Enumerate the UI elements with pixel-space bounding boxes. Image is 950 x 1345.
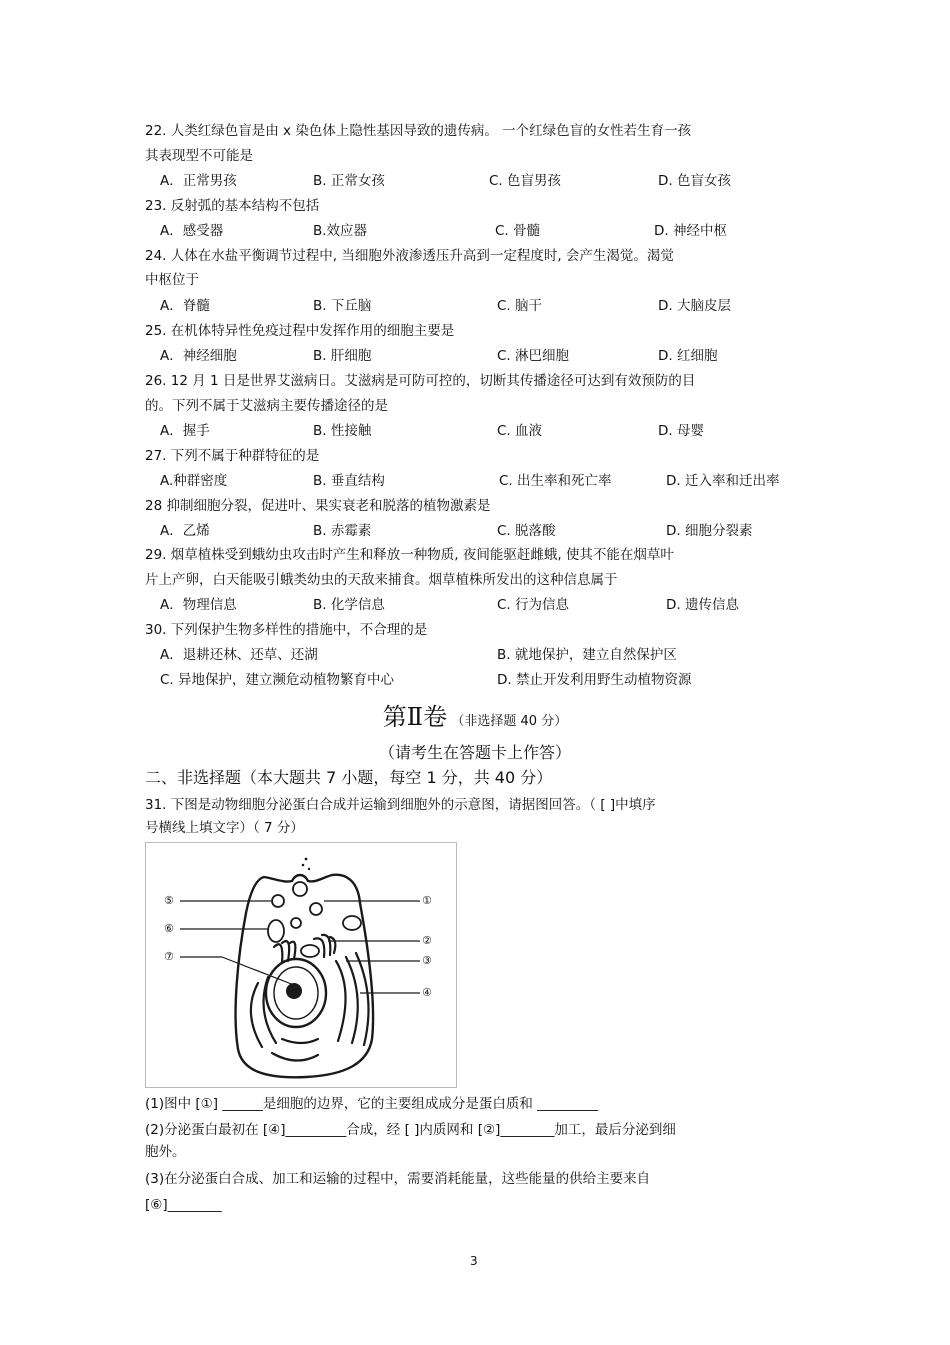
q23-line-1: 23. 反射弧的基本结构不包括 — [145, 198, 320, 214]
q26-line-2: 的。下列不属于艾滋病主要传播途径的是 — [145, 398, 388, 414]
q23-option-b: B.效应器 — [313, 223, 368, 239]
section-2-heading: 二、非选择题（本大题共 7 小题，每空 1 分，共 40 分） — [145, 768, 553, 787]
q22-option-d: D. 色盲女孩 — [658, 173, 731, 189]
q31-sub-1: (1)图中 [①] ______是细胞的边界，它的主要组成成分是蛋白质和 _________ — [145, 1096, 598, 1112]
q29-option-a: A．物理信息 — [160, 597, 237, 613]
q27-option-d: D. 迁入率和迁出率 — [666, 473, 780, 489]
q24-option-c: C. 脑干 — [497, 298, 543, 314]
figure-mark-7: ⑦ — [164, 950, 174, 963]
q25-option-c: C. 淋巴细胞 — [497, 348, 570, 364]
section-2-title-sub: （非选择题 40 分） — [451, 714, 568, 729]
q23-option-d: D. 神经中枢 — [654, 223, 727, 239]
vesicle — [291, 918, 301, 928]
q28-option-a: A．乙烯 — [160, 523, 210, 539]
q28-line-1: 28 抑制细胞分裂，促进叶、果实衰老和脱落的植物激素是 — [145, 498, 491, 514]
q30-option-a: A．退耕还林、还草、还湖 — [160, 647, 318, 663]
vesicle — [272, 895, 284, 907]
q22-option-a: A．正常男孩 — [160, 173, 237, 189]
figure-mark-5: ⑤ — [164, 894, 174, 907]
mitochondrion — [268, 920, 284, 942]
q25-line-1: 25. 在机体特异性免疫过程中发挥作用的细胞主要是 — [145, 323, 455, 339]
q25-option-a: A．神经细胞 — [160, 348, 237, 364]
q31-line-2: 号横线上填文字）（ 7 分） — [145, 820, 304, 836]
q28-option-c: C. 脱落酸 — [497, 523, 556, 539]
q25-option-b: B. 肝细胞 — [313, 348, 372, 364]
q22-option-c: C. 色盲男孩 — [489, 173, 562, 189]
q28-option-b: B. 赤霉素 — [313, 523, 372, 539]
q31-sub-3-cont: [⑥]________ — [145, 1197, 222, 1213]
nucleolus — [286, 983, 302, 999]
q27-option-a: A.种群密度 — [160, 473, 228, 489]
q30-option-b: B. 就地保护，建立自然保护区 — [497, 647, 677, 663]
q24-line-1: 24. 人体在水盐平衡调节过程中, 当细胞外液渗透压升高到一定程度时, 会产生渴觉。渴觉 — [145, 248, 674, 264]
q31-sub-2: (2)分泌蛋白最初在 [④]_________合成，经 [ ]内质网和 [②]________加工，最后分泌到细 — [145, 1122, 676, 1138]
q22-line-2: 其表现型不可能是 — [145, 148, 253, 164]
section-2-note: （请考生在答题卡上作答） — [378, 743, 571, 762]
q31-sub-3: (3)在分泌蛋白合成、加工和运输的过程中，需要消耗能量，这些能量的供给主要来自 — [145, 1171, 651, 1187]
q26-line-1: 26. 12 月 1 日是世界艾滋病日。艾滋病是可防可控的，切断其传播途径可达到有效预防的目 — [145, 373, 696, 389]
q29-option-d: D. 遗传信息 — [666, 597, 739, 613]
figure-mark-4: ④ — [422, 986, 432, 999]
vesicle — [301, 945, 319, 957]
section-2-title — [0, 702, 950, 737]
figure-mark-2: ② — [422, 934, 432, 947]
figure-mark-3: ③ — [422, 954, 432, 967]
q22-line-1: 22. 人类红绿色盲是由 x 染色体上隐性基因导致的遗传病。 一个红绿色盲的女性若生育一孩 — [145, 123, 692, 139]
q31-sub-2-cont: 胞外。 — [145, 1144, 186, 1160]
q30-option-d: D. 禁止开发利用野生动植物资源 — [497, 672, 692, 688]
figure-mark-1: ① — [422, 894, 432, 907]
q22-option-b: B. 正常女孩 — [313, 173, 385, 189]
q24-option-d: D. 大脑皮层 — [658, 298, 731, 314]
q26-option-b: B. 性接触 — [313, 423, 372, 439]
q30-line-1: 30. 下列保护生物多样性的措施中，不合理的是 — [145, 622, 428, 638]
q28-option-d: D. 细胞分裂素 — [666, 523, 753, 539]
vesicle — [310, 903, 322, 915]
q23-option-a: A．感受器 — [160, 223, 224, 239]
q30-option-c: C. 异地保护，建立濒危动植物繁育中心 — [160, 672, 395, 688]
q26-option-c: C. 血液 — [497, 423, 543, 439]
q24-option-a: A．脊髓 — [160, 298, 210, 314]
q29-line-1: 29. 烟草植株受到蛾幼虫攻击时产生和释放一种物质, 夜间能驱赶雌蛾, 使其不能在烟草叶 — [145, 547, 674, 563]
q27-option-b: B. 垂直结构 — [313, 473, 385, 489]
q27-line-1: 27. 下列不属于种群特征的是 — [145, 448, 320, 464]
page-number: 3 — [470, 1254, 478, 1268]
q24-line-2: 中枢位于 — [145, 272, 199, 288]
section-2-title-main: 第Ⅱ卷 — [382, 703, 448, 731]
q26-option-a: A．握手 — [160, 423, 210, 439]
q23-option-c: C. 骨髓 — [495, 223, 541, 239]
q26-option-d: D. 母婴 — [658, 423, 704, 439]
q25-option-d: D. 红细胞 — [658, 348, 718, 364]
cell-diagram-svg — [146, 843, 456, 1087]
mitochondrion — [343, 916, 361, 930]
q29-option-b: B. 化学信息 — [313, 597, 385, 613]
q31-line-1: 31. 下图是动物细胞分泌蛋白合成并运输到细胞外的示意图，请据图回答。（ [ ]中填序 — [145, 797, 656, 813]
q29-line-2: 片上产卵，白天能吸引蛾类幼虫的天敌来捕食。烟草植株所发出的这种信息属于 — [145, 572, 618, 588]
q24-option-b: B. 下丘脑 — [313, 298, 372, 314]
figure-mark-6: ⑥ — [164, 922, 174, 935]
cell-diagram — [145, 842, 457, 1088]
q29-option-c: C. 行为信息 — [497, 597, 570, 613]
secretory-vesicle — [293, 882, 307, 896]
q27-option-c: C. 出生率和死亡率 — [499, 473, 612, 489]
